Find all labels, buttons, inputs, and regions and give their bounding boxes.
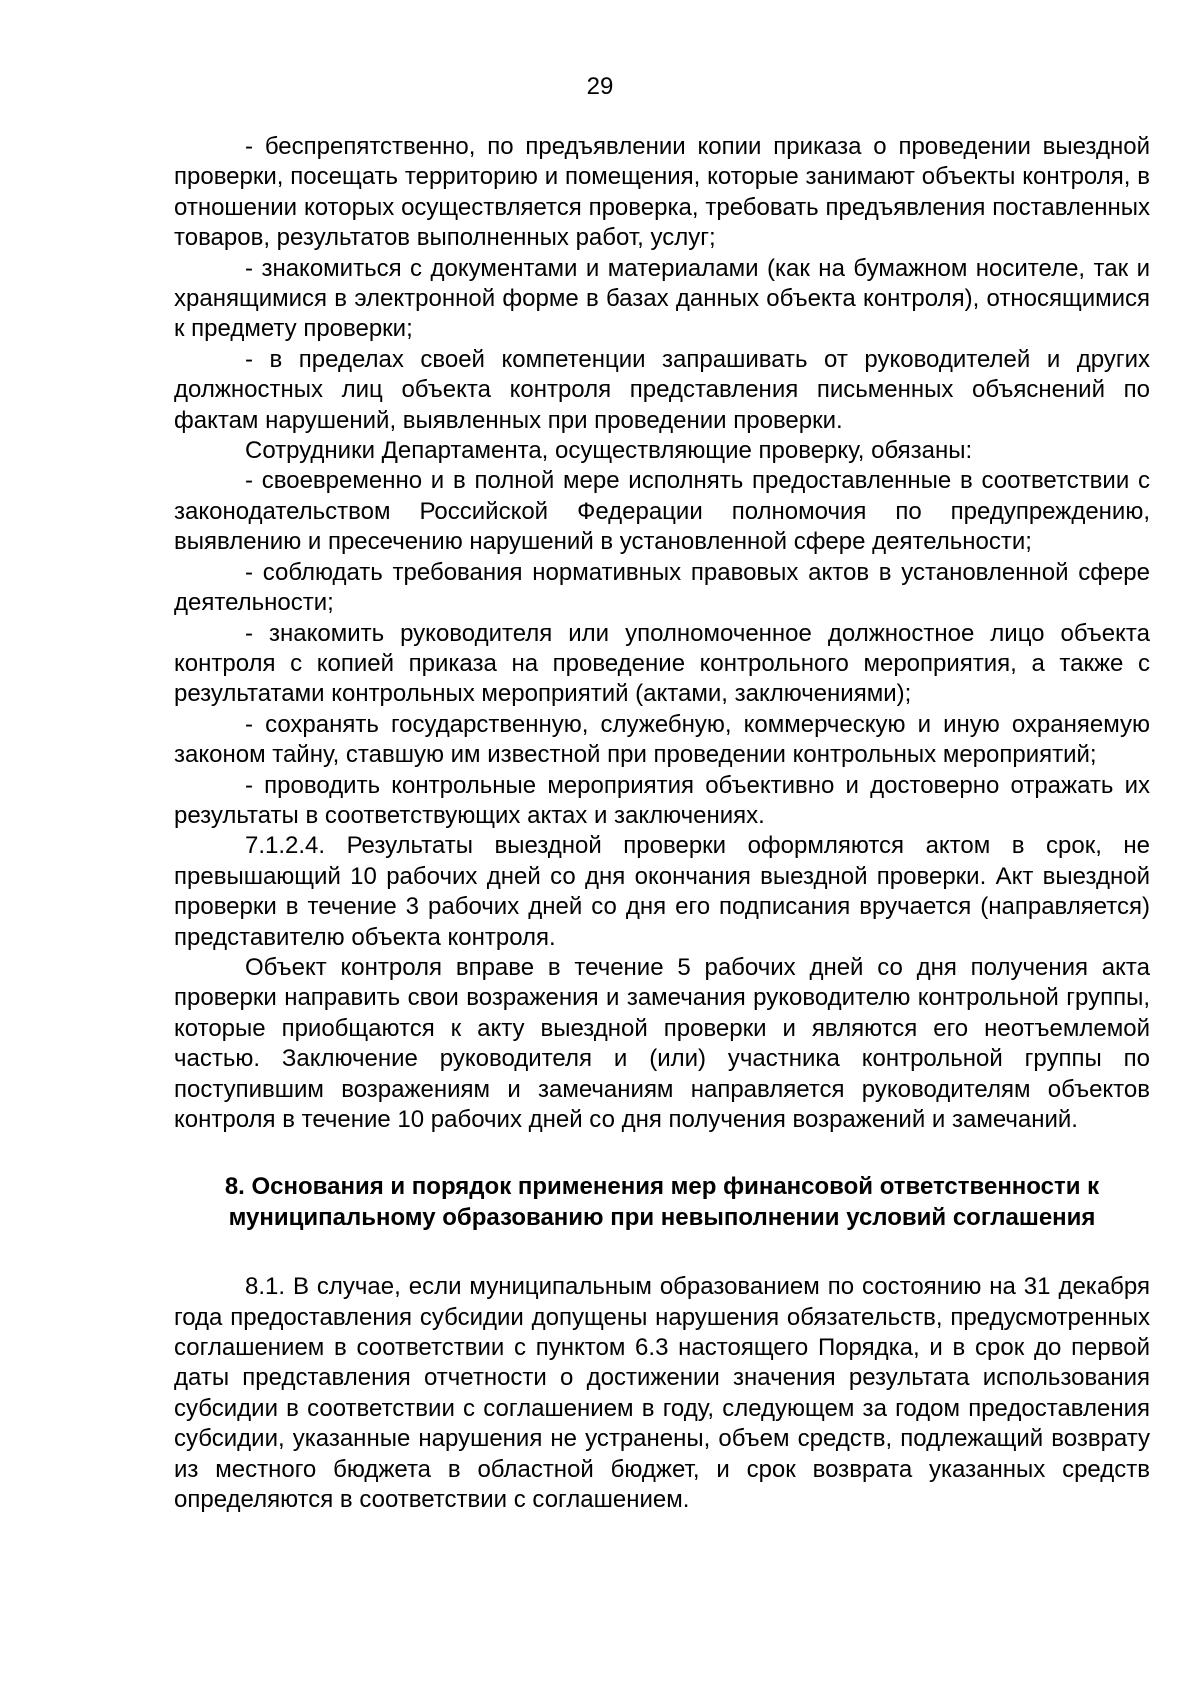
paragraph-exercise-powers: - своевременно и в полной мере исполнять предоставленные в соответствии с законодательством Российской Федерации полномочия по предупреждению, выявлению и пресечению нарушений в установленной сфере деятельности; bbox=[174, 467, 1150, 556]
paragraph-8-1: 8.1. В случае, если муниципальным образованием по состоянию на 31 декабря года предоставления субсидии допущены нарушения обязательств, предусмотренных соглашением в соответствии с пунктом 6.3 настоящего Порядка, и в срок до первой даты представления отчетности о достижении значения результата использования субсидии в соответствии с соглашением в году, следующем за годом предоставления субсидии, указанные нарушения не устранены, объем средств, подлежащий возврату из местного бюджета в областной бюджет, и срок возврата указанных средств определяются в соответствии с соглашением. bbox=[174, 1273, 1150, 1514]
paragraph-request-explanations: - в пределах своей компетенции запрашивать от руководителей и других должностных лиц объекта контроля представления письменных объяснений по фактам нарушений, выявленных при проведении проверки. bbox=[174, 345, 1150, 434]
document-body bbox=[174, 132, 1150, 1515]
paragraph-inspect-premises: - беспрепятственно, по предъявлении копии приказа о проведении выездной проверки, посещать территорию и помещения, которые занимают объекты контроля, в отношении которых осуществляется проверка, требовать предъявления поставленных товаров, результатов выполненных работ, услуг; bbox=[174, 133, 1150, 252]
paragraph-inform-officials: - знакомить руководителя или уполномоченное должностное лицо объекта контроля с копией приказа на проведение контрольного мероприятия, а также с результатами контрольных мероприятий (актами, заключениями); bbox=[174, 619, 1150, 708]
paragraph-7-1-2-4: 7.1.2.4. Результаты выездной проверки оформляются актом в срок, не превышающий 10 рабочих дней со дня окончания выездной проверки. Акт выездной проверки в течение 3 рабочих дней со дня его подписания вручается (направляется) представителю объекта контроля. bbox=[174, 832, 1150, 951]
section-8-heading: 8. Основания и порядок применения мер финансовой ответственности к муниципальному образованию при невыполнении условий соглашения bbox=[224, 1173, 1100, 1231]
page-number: 29 bbox=[586, 73, 614, 100]
paragraph-objective-reporting: - проводить контрольные мероприятия объективно и достоверно отражать их результаты в соответствующих актах и заключениях. bbox=[174, 771, 1150, 829]
paragraph-keep-secrets: - сохранять государственную, служебную, коммерческую и иную охраняемую законом тайну, ставшую им известной при проведении контрольных мероприятий; bbox=[174, 710, 1150, 769]
paragraph-staff-obligations-intro: Сотрудники Департамента, осуществляющие проверку, обязаны: bbox=[245, 437, 973, 465]
paragraph-comply-regulations: - соблюдать требования нормативных правовых актов в установленной сфере деятельности; bbox=[174, 558, 1150, 617]
paragraph-objections: Объект контроля вправе в течение 5 рабочих дней со дня получения акта проверки направить свои возражения и замечания руководителю контрольной группы, которые приобщаются к акту выездной проверки и являются его неотъемлемой частью. Заключение руководителя и (или) участника контрольной группы по поступившим возражениям и замечаниям направляется руководителям объектов контроля в течение 10 рабочих дней со дня получения возражений и замечаний. bbox=[174, 953, 1150, 1133]
paragraph-review-documents: - знакомиться с документами и материалами (как на бумажном носителе, так и хранящимися в электронной форме в базах данных объекта контроля), относящимися к предмету проверки; bbox=[174, 254, 1150, 343]
